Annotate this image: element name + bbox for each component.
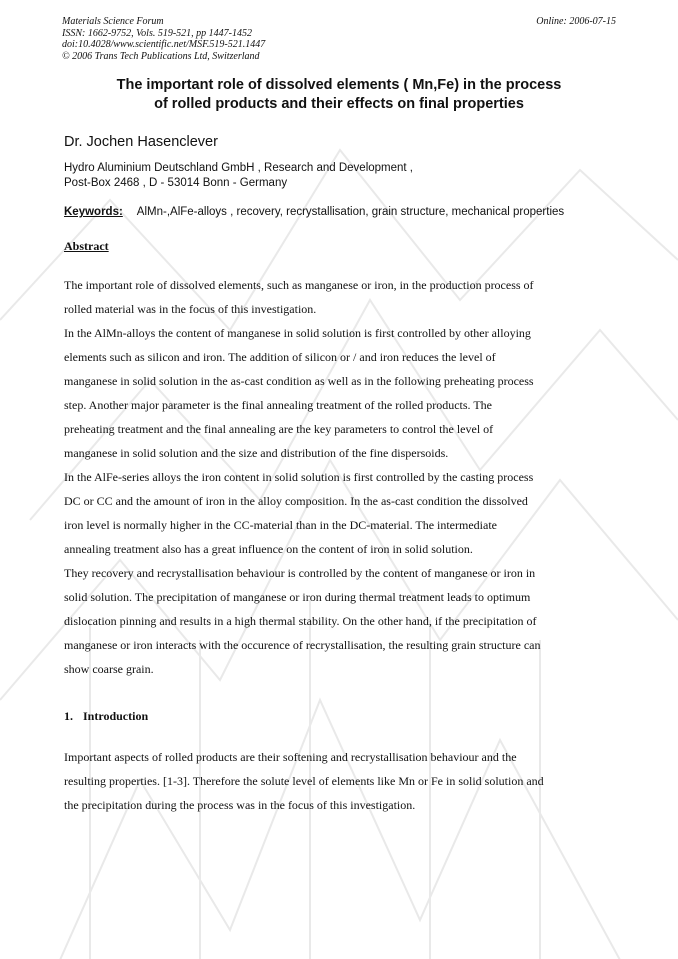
online-date: Online: 2006-07-15	[536, 16, 616, 27]
abstract-line: annealing treatment also has a great influence on the content of iron in solid solution.	[64, 542, 473, 556]
affiliation-line: Hydro Aluminium Deutschland GmbH , Research and Development ,	[64, 162, 413, 174]
abstract-line: solid solution. The precipitation of manganese or iron during thermal treatment leads to optimum	[64, 590, 531, 604]
copyright-line: © 2006 Trans Tech Publications Ltd, Switzerland	[62, 50, 260, 62]
paper-title	[40, 76, 638, 114]
introduction-line: the precipitation during the process was in the focus of this investigation.	[64, 798, 416, 812]
abstract-line: DC or CC and the amount of iron in the alloy composition. In the as-cast condition the dissolved	[64, 494, 528, 508]
title-line: The important role of dissolved elements ( Mn,Fe) in the process	[116, 77, 562, 93]
section-number: 1.	[64, 709, 73, 723]
section-title: Introduction	[83, 709, 149, 723]
introduction-body	[64, 745, 544, 817]
journal-name: Materials Science Forum	[62, 16, 164, 27]
abstract-line: The important role of dissolved elements, such as manganese or iron, in the production process of	[64, 278, 534, 292]
introduction-line: resulting properties. [1-3]. Therefore the solute level of elements like Mn or Fe in solid solution and	[64, 774, 544, 788]
abstract-line: preheating treatment and the final annealing are the key parameters to control the level of	[64, 422, 494, 436]
title-line: of rolled products and their effects on final properties	[154, 96, 524, 112]
introduction-line: Important aspects of rolled products are their softening and recrystallisation behaviour and the	[64, 750, 517, 764]
abstract-line: dislocation pinning and results in a high thermal stability. On the other hand, if the precipitation of	[64, 614, 537, 628]
abstract-line: They recovery and recrystallisation behaviour is controlled by the content of manganese or iron in	[64, 566, 536, 580]
abstract-line: manganese or iron interacts with the occurence of recrystallisation, the resulting grain structure can	[64, 638, 541, 652]
abstract-line: step. Another major parameter is the final annealing treatment of the rolled products. The	[64, 398, 492, 412]
abstract-line: In the AlMn-alloys the content of manganese in solid solution is first controlled by other alloying	[64, 326, 531, 340]
doi-line: doi:10.4028/www.scientific.net/MSF.519-521.1447	[62, 39, 266, 50]
introduction-heading	[64, 709, 148, 724]
abstract-line: In the AlFe-series alloys the iron content in solid solution is first controlled by the casting process	[64, 470, 534, 484]
abstract-line: elements such as silicon and iron. The addition of silicon or / and iron reduces the level of	[64, 350, 496, 364]
abstract-line: rolled material was in the focus of this investigation.	[64, 302, 317, 316]
keywords-label: Keywords:	[64, 206, 123, 218]
abstract-line: manganese in solid solution and the size and distribution of the fine dispersoids.	[64, 446, 449, 460]
keywords-text: AlMn-,AlFe-alloys , recovery, recrystallisation, grain structure, mechanical properties	[136, 206, 565, 218]
abstract-line: manganese in solid solution in the as-cast condition as well as in the following preheating process	[64, 374, 534, 388]
abstract-line: iron level is normally higher in the CC-material than in the DC-material. The intermediate	[64, 518, 497, 532]
author-name: Dr. Jochen Hasenclever	[64, 134, 218, 150]
issn-line: ISSN: 1662-9752, Vols. 519-521, pp 1447-1452	[62, 27, 252, 39]
affiliation-line: Post-Box 2468 , D - 53014 Bonn - Germany	[64, 177, 288, 189]
affiliation	[64, 161, 413, 191]
keywords-line	[64, 206, 564, 218]
abstract-body	[64, 273, 540, 681]
abstract-line: show coarse grain.	[64, 662, 154, 676]
journal-header	[62, 16, 265, 62]
abstract-heading: Abstract	[64, 239, 109, 253]
